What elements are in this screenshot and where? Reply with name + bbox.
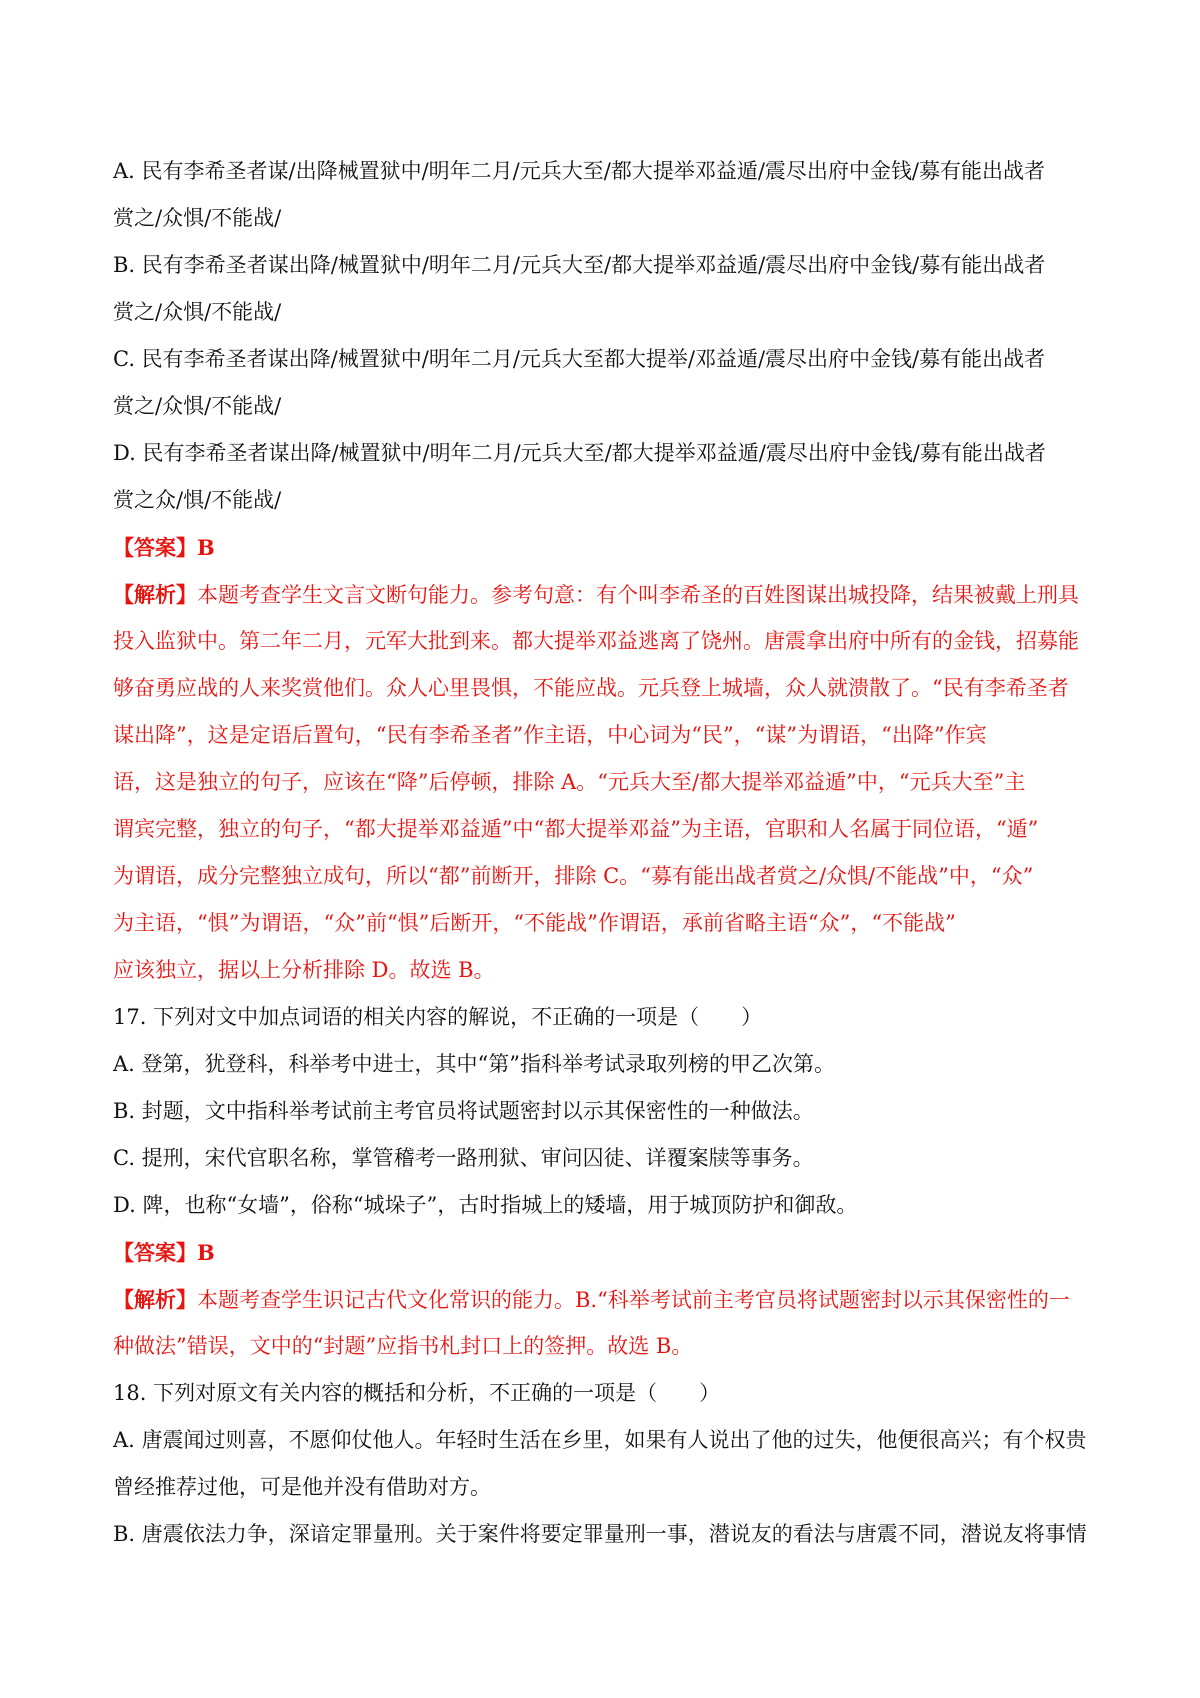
q18-option-b bbox=[113, 1511, 1098, 1558]
option-text: A. 唐震闻过则喜，不愿仰仗他人。年轻时生活在乡里，如果有人说出了他的过失，他便很高兴；有个权贵 bbox=[113, 1428, 1087, 1452]
analysis-label: 【解析】 bbox=[113, 582, 197, 607]
analysis-line: 够奋勇应战的人来奖赏他们。众人心里畏惧，不能应战。元兵登上城墙，众人就溃散了。“民有李希圣者 bbox=[113, 676, 1069, 700]
option-text: B. 唐震依法力争，深谙定罪量刑。关于案件将要定罪量刑一事，潜说友的看法与唐震不同，潜说友将事情 bbox=[113, 1522, 1087, 1546]
q17-option-a: A. 登第，犹登科，科举考中进士，其中“第”指科举考试录取列榜的甲乙次第。 bbox=[113, 1052, 835, 1076]
analysis-line bbox=[113, 1276, 1098, 1323]
q16-option-b bbox=[113, 242, 1098, 336]
exam-page bbox=[113, 148, 1098, 1558]
q16-option-c bbox=[113, 336, 1098, 430]
q17-analysis bbox=[113, 1276, 1098, 1370]
q16-option-d bbox=[113, 430, 1098, 524]
option-text-continued: 赏之众/惧/不能战/ bbox=[113, 488, 282, 512]
q17-option-d: D. 陴，也称“女墙”，俗称“城垛子”，古时指城上的矮墙，用于城顶防护和御敌。 bbox=[113, 1193, 858, 1217]
q18-option-a bbox=[113, 1417, 1098, 1511]
analysis-line bbox=[113, 571, 1098, 618]
q16-option-a bbox=[113, 148, 1098, 242]
option-text-continued: 赏之/众惧/不能战/ bbox=[113, 206, 282, 230]
option-text-continued: 曾经推荐过他，可是他并没有借助对方。 bbox=[113, 1475, 491, 1499]
analysis-line: 种做法”错误，文中的“封题”应指书札封口上的签押。故选 B。 bbox=[113, 1334, 693, 1358]
analysis-line: 为谓语，成分完整独立成句，所以“都”前断开，排除 C。“募有能出战者赏之/众惧/不能战”中，“众” bbox=[113, 864, 1034, 888]
option-text: D. 民有李希圣者谋出降/械置狱中/明年二月/元兵大至/都大提举邓益遁/震尽出府中金钱/募有能出战者 bbox=[113, 441, 1046, 465]
analysis-line: 应该独立，据以上分析排除 D。故选 B。 bbox=[113, 958, 495, 982]
option-text: C. 民有李希圣者谋出降/械置狱中/明年二月/元兵大至都大提举/邓益遁/震尽出府中金钱/募有能出战者 bbox=[113, 347, 1046, 371]
q17-answer: 【答案】B bbox=[113, 1240, 215, 1265]
q17-option-b: B. 封题，文中指科举考试前主考官员将试题密封以示其保密性的一种做法。 bbox=[113, 1099, 814, 1123]
q16-analysis bbox=[113, 571, 1098, 994]
option-text-continued: 赏之/众惧/不能战/ bbox=[113, 394, 282, 418]
q17-stem: 17. 下列对文中加点词语的相关内容的解说，不正确的一项是（ ） bbox=[113, 1005, 763, 1029]
analysis-line: 谋出降”，这是定语后置句，“民有李希圣者”作主语，中心词为“民”，“谋”为谓语，“出降”作宾 bbox=[113, 723, 987, 747]
analysis-line: 为主语，“惧”为谓语，“众”前“惧”后断开，“不能战”作谓语，承前省略主语“众”，“不能战” bbox=[113, 911, 956, 935]
analysis-label: 【解析】 bbox=[113, 1287, 197, 1312]
q18-stem: 18. 下列对原文有关内容的概括和分析，不正确的一项是（ ） bbox=[113, 1381, 721, 1405]
q17-option-c: C. 提刑，宋代官职名称，掌管稽考一路刑狱、审问囚徒、详覆案牍等事务。 bbox=[113, 1146, 814, 1170]
analysis-text: 本题考查学生识记古代文化常识的能力。B.“科举考试前主考官员将试题密封以示其保密性的一 bbox=[197, 1288, 1070, 1312]
q16-answer: 【答案】B bbox=[113, 535, 215, 560]
analysis-line: 谓宾完整，独立的句子，“都大提举邓益遁”中“都大提举邓益”为主语，官职和人名属于同位语，“遁” bbox=[113, 817, 1039, 841]
analysis-text: 本题考查学生文言文断句能力。参考句意：有个叫李希圣的百姓图谋出城投降，结果被戴上刑具 bbox=[197, 583, 1079, 607]
analysis-line: 投入监狱中。第二年二月，元军大批到来。都大提举邓益逃离了饶州。唐震拿出府中所有的金钱，招募能 bbox=[113, 629, 1079, 653]
option-text: B. 民有李希圣者谋出降/械置狱中/明年二月/元兵大至/都大提举邓益遁/震尽出府中金钱/募有能出战者 bbox=[113, 253, 1046, 277]
option-text-continued: 赏之/众惧/不能战/ bbox=[113, 300, 282, 324]
option-text: A. 民有李希圣者谋/出降械置狱中/明年二月/元兵大至/都大提举邓益遁/震尽出府中金钱/募有能出战者 bbox=[113, 159, 1045, 183]
analysis-line: 语，这是独立的句子，应该在“降”后停顿，排除 A。“元兵大至/都大提举邓益遁”中，“元兵大至”主 bbox=[113, 770, 1026, 794]
